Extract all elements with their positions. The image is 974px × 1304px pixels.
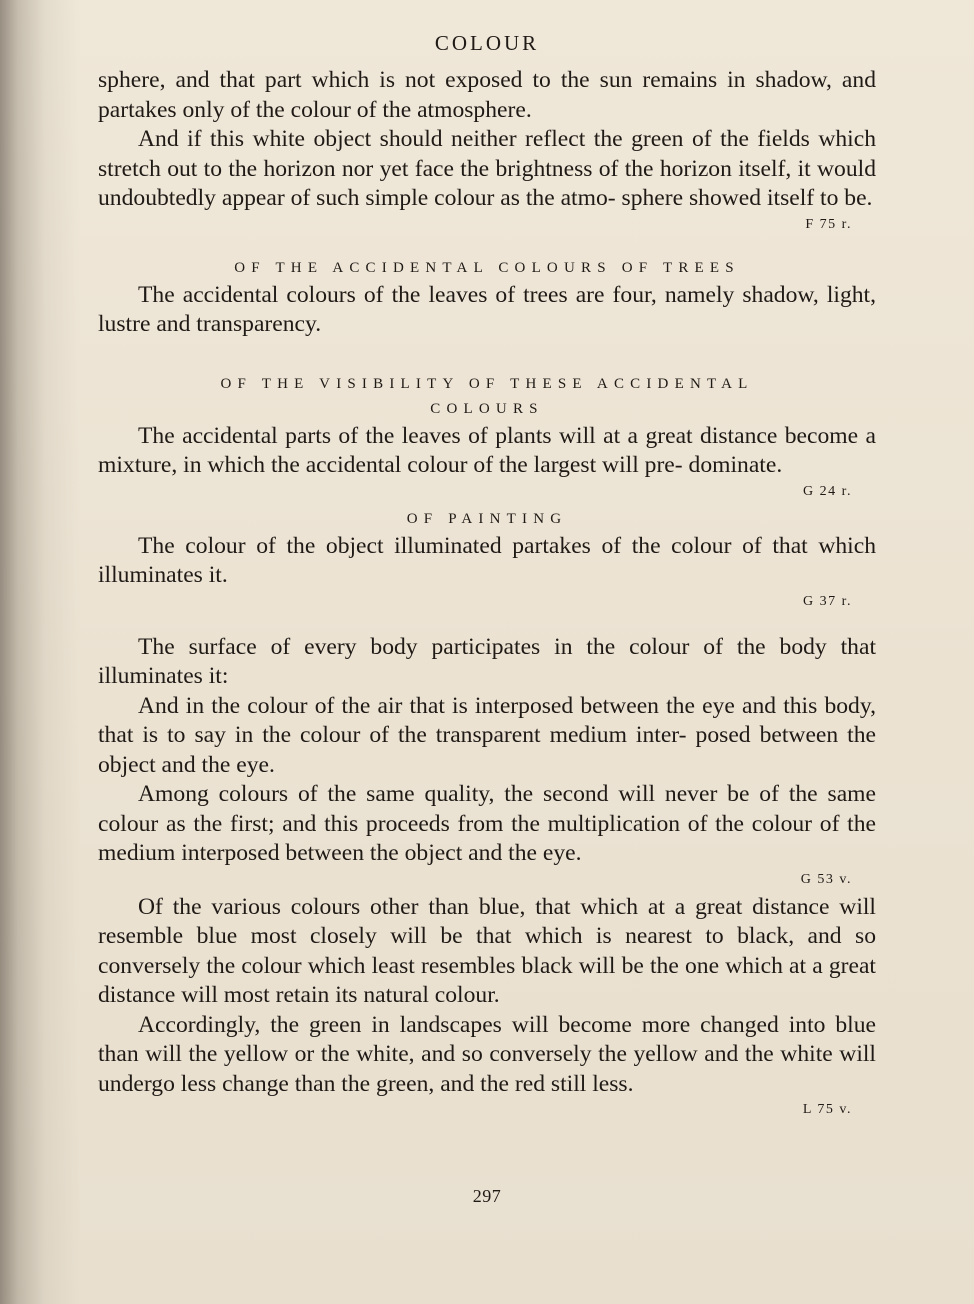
paragraph: The colour of the object illuminated partakes of the colour of that which illuminates it. — [98, 532, 876, 588]
manuscript-reference: F 75 r. — [805, 216, 852, 232]
manuscript-reference: G 37 r. — [803, 593, 852, 609]
paragraph: Accordingly, the green in landscapes will become more changed into blue than will the yellow or the white, and so conversely the yellow and the white will undergo less change than the green, and the red still less. — [98, 1011, 876, 1097]
paragraph: The surface of every body participates in the colour of the body that illuminates it: — [98, 633, 876, 689]
manuscript-reference: G 24 r. — [803, 483, 852, 499]
paragraph: The accidental colours of the leaves of trees are four, namely shadow, light, lustre and transparency. — [98, 281, 876, 337]
paragraph: The accidental parts of the leaves of plants will at a great distance become a mixture, in which the accidental colour of the largest will pre- dominate. — [98, 422, 876, 478]
running-head: COLOUR — [434, 31, 540, 55]
manuscript-reference: G 53 v. — [800, 871, 852, 887]
manuscript-reference: L 75 v. — [802, 1102, 852, 1117]
section-heading: OF THE ACCIDENTAL COLOURS OF TREES — [234, 259, 740, 276]
paragraph: Among colours of the same quality, the second will never be of the same colour as the first; and this proceeds from the multiplication of the colour of the medium interposed between the object and the eye. — [98, 781, 876, 866]
page-number: 297 — [472, 1186, 502, 1206]
section-heading-continued: COLOURS — [430, 400, 544, 417]
paragraph: And if this white object should neither reflect the green of the fields which stretch out to the horizon nor yet face the brightness of the horizon itself, it would undoubtedly appear of such simple colour as the atmo- sphere showed itself to be. — [98, 126, 876, 211]
paragraph: Of the various colours other than blue, that which at a great distance will resemble blue most closely will be that which is nearest to black, and so conversely the colour which least resembles black will be the one which at a great distance will most retain its natural colour. — [98, 893, 876, 1008]
section-heading: OF PAINTING — [406, 510, 568, 527]
paragraph: And in the colour of the air that is interposed between the eye and this body, that is to say in the colour of the transparent medium inter- posed between the object and the eye. — [98, 692, 876, 778]
section-heading: OF THE VISIBILITY OF THESE ACCIDENTAL — [220, 375, 754, 392]
page-content — [98, 28, 876, 1117]
paragraph: sphere, and that part which is not exposed to the sun remains in shadow, and partakes only of the colour of the atmosphere. — [98, 67, 876, 123]
